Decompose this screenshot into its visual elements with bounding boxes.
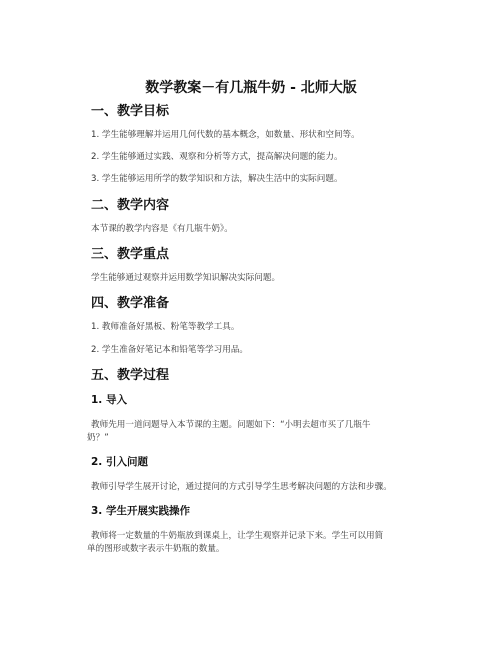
step-2-text: 教师引导学生展开讨论，通过提问的方式引导学生思考解决问题的方法和步骤。 [91, 482, 392, 492]
step-1-text-line-1: 教师先用一道问题导入本节课的主题。问题如下：“小明去超市买了几瓶牛 [91, 420, 371, 430]
heading-preparation: 四、教学准备 [91, 296, 170, 311]
key-points-text: 学生能够通过观察并运用数学知识解决实际问题。 [91, 273, 281, 283]
heading-key-points: 三、教学重点 [91, 247, 170, 262]
preparation-item-2: 2. 学生准备好笔记本和铅笔等学习用品。 [91, 345, 249, 355]
heading-teaching-goals: 一、教学目标 [91, 104, 170, 119]
document-title: 数学教案－有几瓶牛奶 - 北师大版 [145, 80, 357, 96]
preparation-item-1: 1. 教师准备好黑板、粉笔等教学工具。 [91, 322, 240, 332]
step-1-title: 1. 导入 [91, 394, 127, 406]
step-3-title: 3. 学生开展实践操作 [91, 505, 190, 517]
step-2-title: 2. 引入问题 [91, 456, 148, 468]
step-1-text-line-2: 奶？” [87, 433, 109, 443]
heading-teaching-process: 五、教学过程 [91, 368, 170, 383]
content-text: 本节课的教学内容是《有几瓶牛奶》。 [91, 224, 233, 234]
heading-teaching-content: 二、教学内容 [91, 198, 170, 213]
goal-item-1: 1. 学生能够理解并运用几何代数的基本概念，如数量、形状和空间等。 [91, 130, 360, 140]
goal-item-2: 2. 学生能够通过实践、观察和分析等方式，提高解决问题的能力。 [91, 152, 343, 162]
step-3-text-line-2: 单的图形或数字表示牛奶瓶的数量。 [87, 544, 225, 554]
step-3-text-line-1: 教师将一定数量的牛奶瓶放到课桌上，让学生观察并记录下来。学生可以用简 [91, 531, 384, 541]
goal-item-3: 3. 学生能够运用所学的数学知识和方法，解决生活中的实际问题。 [91, 174, 343, 184]
